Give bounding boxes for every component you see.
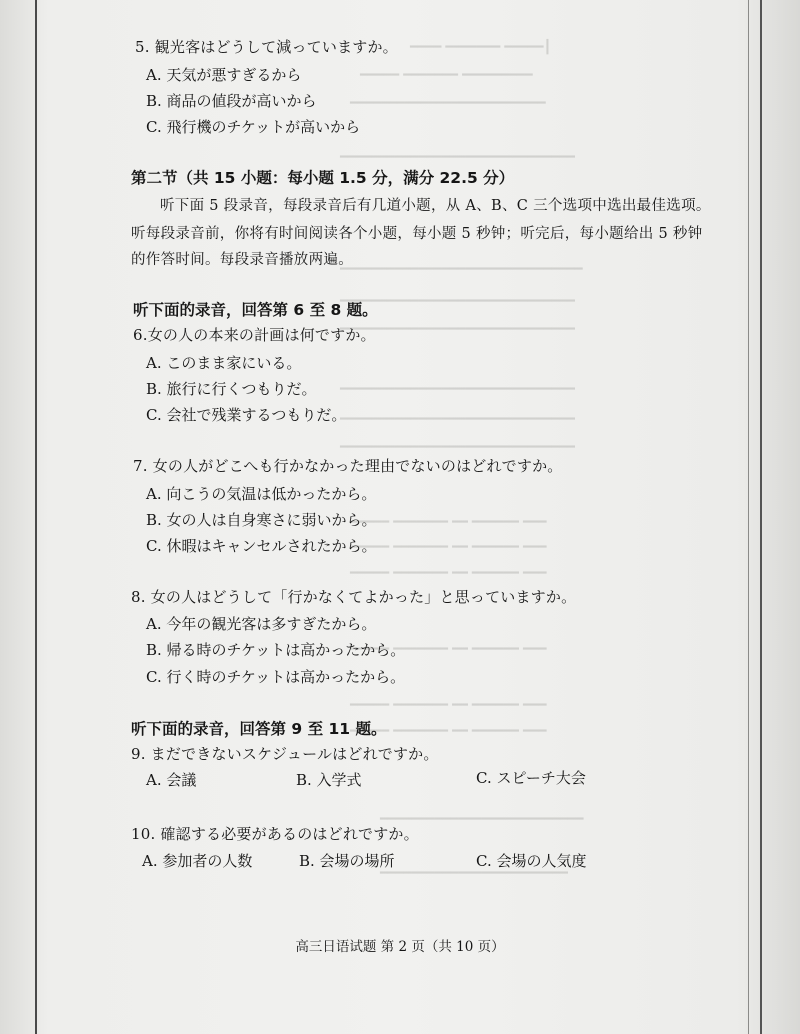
q8-option-c: C. 行く時のチケットは高かったから。 (146, 668, 406, 686)
show-through-text: ━━━━━━━━━━━━━━━━━━━━━━━━━━━━━━ (340, 294, 575, 309)
q8-option-a: A. 今年の観光客は多すぎたから。 (146, 615, 377, 633)
question-7: 7. 女の人がどこへも行かなかった理由でないのはどれですか。 (133, 457, 563, 475)
q10-option-c: C. 会場の人気度 (476, 852, 587, 870)
question-5: 5. 観光客はどうして減っていますか。 (135, 38, 398, 56)
question-8: 8. 女の人はどうして「行かなくてよかった」と思っていますか。 (131, 588, 577, 606)
q10-option-a: A. 参加者の人数 (142, 852, 253, 870)
show-through-text: ━━━━━━━━━━━━━━━━━━━━━━━━ (380, 866, 568, 881)
section-2-instruction-line-2: 听每段录音前，你将有时间阅读各个小题，每小题 5 秒钟；听完后，每小题给出 5 秒钟 (131, 226, 703, 242)
section-2-instruction-line-1: 听下面 5 段录音，每段录音后有几道小题，从 A、B、C 三个选项中选出最佳选项。 (160, 198, 711, 214)
q6-option-a: A. このまま家にいる。 (146, 354, 302, 372)
show-through-text: ━━━ ━━━━━━ ━━ ━━━━━━━ ━━━━━ (350, 698, 547, 713)
show-through-text: ━━━━━━━━━━━━━━━━━━━━━━━━━━━━━━ (340, 322, 575, 337)
show-through-text: ━━━━━━━━━━━━━━━━━━━━━━━━━━━━━━━ (340, 262, 583, 277)
show-through-text: ━━━━━━━━━ ━━━━━━━ ━━━━━ (360, 68, 533, 83)
show-through-text: ━━━━━━━━━━━━━━━━━━━━━━━━━━━━━━ (340, 150, 575, 165)
question-10: 10. 確認する必要があるのはどれですか。 (131, 825, 419, 843)
show-through-text: ━━━ ━━━━━━ ━━ ━━━━━━━ ━━━━━ (350, 566, 547, 581)
q6-option-b: B. 旅行に行くつもりだ。 (146, 380, 317, 398)
q8-option-b: B. 帰る時のチケットは高かったから。 (146, 641, 406, 659)
show-through-text: ━━━━━━━━━━━━━━━━━━━━━━━━━━ (380, 812, 584, 827)
q10-option-b: B. 会場の場所 (299, 852, 395, 870)
show-through-text: ━━━ ━━━━━━ ━━ ━━━━━━━ ━━━━━ (350, 540, 547, 555)
show-through-text: ━━━━━━━━━━━━━━━━━━━━━━━━━━━━━━ (340, 440, 575, 455)
q5-option-a: A. 天気が悪すぎるから (146, 66, 302, 84)
show-through-text: ━━━ ━━━━━━ ━━ ━━━━━━━ ━━━━━ (350, 642, 547, 657)
show-through-text: ┃━━━━━ ━━━━━━━ ━━━━ (410, 40, 552, 55)
question-9: 9. まだできないスケジュールはどれですか。 (131, 745, 439, 763)
show-through-text: ━━━ ━━━━━━ ━━ ━━━━━━━ ━━━━━ (350, 515, 547, 530)
section-2-title: 第二节（共 15 小题：每小题 1.5 分，满分 22.5 分） (131, 169, 515, 187)
section-2-instruction-line-3: 的作答时间。每段录音播放两遍。 (131, 252, 353, 268)
show-through-text: ━━━━━━━━━━━━━━━━━━━━━━━━━ (350, 96, 546, 111)
show-through-text: ━━━━━━━━━━━━━━━━━━━━━━━━━━━━━━ (340, 412, 575, 427)
group-heading-9-11: 听下面的录音，回答第 9 至 11 题。 (131, 720, 387, 738)
q6-option-c: C. 会社で残業するつもりだ。 (146, 406, 347, 424)
group-heading-6-8: 听下面的录音，回答第 6 至 8 题。 (133, 301, 378, 319)
page-footer: 高三日语试题 第 2 页（共 10 页） (295, 939, 505, 955)
q5-option-c: C. 飛行機のチケットが高いから (146, 118, 361, 136)
question-6: 6.女の人の本来の計画は何ですか。 (133, 326, 376, 344)
show-through-text: ━━━━━━━━━━━━━━━━━━━━━━━━━━━━━━ (340, 382, 575, 397)
q9-option-a: A. 会議 (146, 771, 197, 789)
q7-option-c: C. 休暇はキャンセルされたから。 (146, 537, 377, 555)
q7-option-b: B. 女の人は自身寒さに弱いから。 (146, 511, 377, 529)
q7-option-a: A. 向こうの気温は低かったから。 (146, 485, 377, 503)
q9-option-c: C. スピーチ大会 (476, 769, 586, 787)
show-through-text: ━━━ ━━━━━━ ━━ ━━━━━━━ ━━━━━ (350, 724, 547, 739)
q9-option-b: B. 入学式 (296, 771, 362, 789)
q5-option-b: B. 商品の値段が高いから (146, 92, 317, 110)
